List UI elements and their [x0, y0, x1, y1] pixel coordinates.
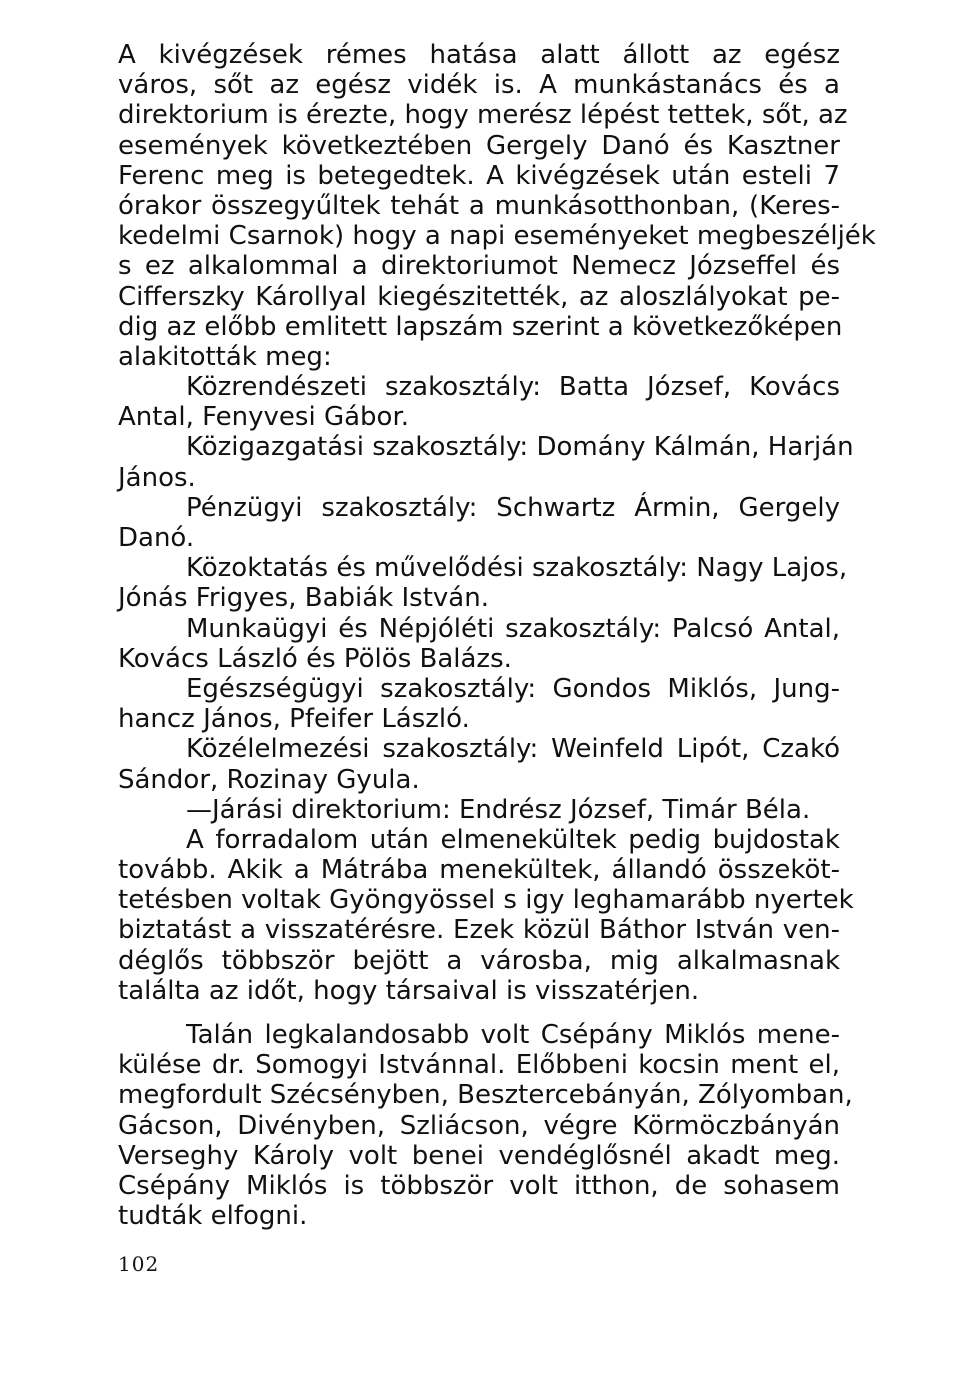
paragraph-line: külése dr. Somogyi Istvánnal. Előbbeni kocsin ment el, — [118, 1050, 840, 1081]
text-line: direktorium is érezte, hogy merész lépést tettek, sőt, az — [118, 100, 848, 131]
section-line: hancz János, Pfeifer László. — [118, 704, 470, 735]
page-number: 102 — [118, 1252, 160, 1276]
section-line: Jónás Frigyes, Babiák István. — [118, 583, 489, 614]
text-line: A kivégzések rémes hatása alatt állott az egész — [118, 40, 840, 70]
section-line: Danó. — [118, 523, 195, 553]
paragraph-line: megfordult Szécsényben, Besztercebányán, Zólyomban, — [118, 1080, 853, 1111]
section-line: János. — [118, 462, 196, 493]
text-line: órakor összegyűltek tehát a munkásotthonban, (Keres- — [118, 190, 840, 221]
text-line: események következtében Gergely Danó és Kasztner — [118, 130, 840, 161]
section-line: Kovács László és Pölös Balázs. — [118, 643, 512, 674]
paragraph-line: A forradalom után elmenekültek pedig bujdostak — [186, 824, 840, 855]
paragraph-line: tovább. Akik a Mátrába menekültek, állandó összeköt- — [118, 855, 840, 886]
section-line: Sándor, Rozinay Gyula. — [118, 764, 420, 795]
section-line: Közigazgatási szakosztály: Domány Kálmán, Harján — [186, 432, 854, 463]
paragraph-line: biztatást a visszatérésre. Ezek közül Báthor István ven- — [118, 915, 840, 946]
section-line: Közélelmezési szakosztály: Weinfeld Lipót, Czakó — [186, 734, 840, 765]
section-line: Közoktatás és művelődési szakosztály: Nagy Lajos, — [186, 553, 848, 584]
paragraph-line: Csépány Miklós is többször volt itthon, de sohasem — [118, 1170, 840, 1201]
paragraph-gap — [118, 1006, 840, 1020]
paragraph-line: déglős többször bejött a városba, mig alkalmasnak — [118, 945, 840, 976]
paragraph-line: tudták elfogni. — [118, 1201, 308, 1232]
page-body — [118, 40, 876, 1232]
text-line: kedelmi Csarnok) hogy a napi eseményeket megbeszéljék — [118, 221, 876, 252]
paragraph-line: Talán legkalandosabb volt Csépány Miklós mene- — [186, 1020, 840, 1050]
text-line: Cifferszky Károllyal kiegészitették, az aloszlályokat pe- — [118, 281, 840, 312]
section-line: Egészségügyi szakosztály: Gondos Miklós, Jung- — [186, 673, 840, 704]
paragraph-line: tetésben voltak Gyöngyössel s igy leghamarább nyertek — [118, 885, 854, 916]
text-line: dig az előbb emlitett lapszám szerint a következőképen — [118, 311, 843, 342]
paragraph-line: Gácson, Divényben, Szliácson, végre Körmöczbányán — [118, 1110, 840, 1141]
section-line: Munkaügyi és Népjóléti szakosztály: Palcsó Antal, — [186, 613, 840, 644]
text-line: alakitották meg: — [118, 341, 332, 372]
section-line: —Járási direktorium: Endrész József, Timár Béla. — [186, 794, 811, 825]
paragraph-line: Verseghy Károly volt benei vendéglősnél akadt meg. — [118, 1140, 840, 1171]
text-line: Ferenc meg is betegedtek. A kivégzések után esteli 7 — [118, 160, 840, 191]
text-line: s ez alkalommal a direktoriumot Nemecz Józseffel és — [118, 251, 840, 282]
section-line: Antal, Fenyvesi Gábor. — [118, 402, 410, 433]
paragraph-line: találta az időt, hogy társaival is visszatérjen. — [118, 975, 700, 1006]
section-line: Pénzügyi szakosztály: Schwartz Ármin, Gergely — [186, 492, 840, 523]
text-line: város, sőt az egész vidék is. A munkástanács és a — [118, 70, 840, 101]
section-line: Közrendészeti szakosztály: Batta József, Kovács — [186, 372, 840, 403]
